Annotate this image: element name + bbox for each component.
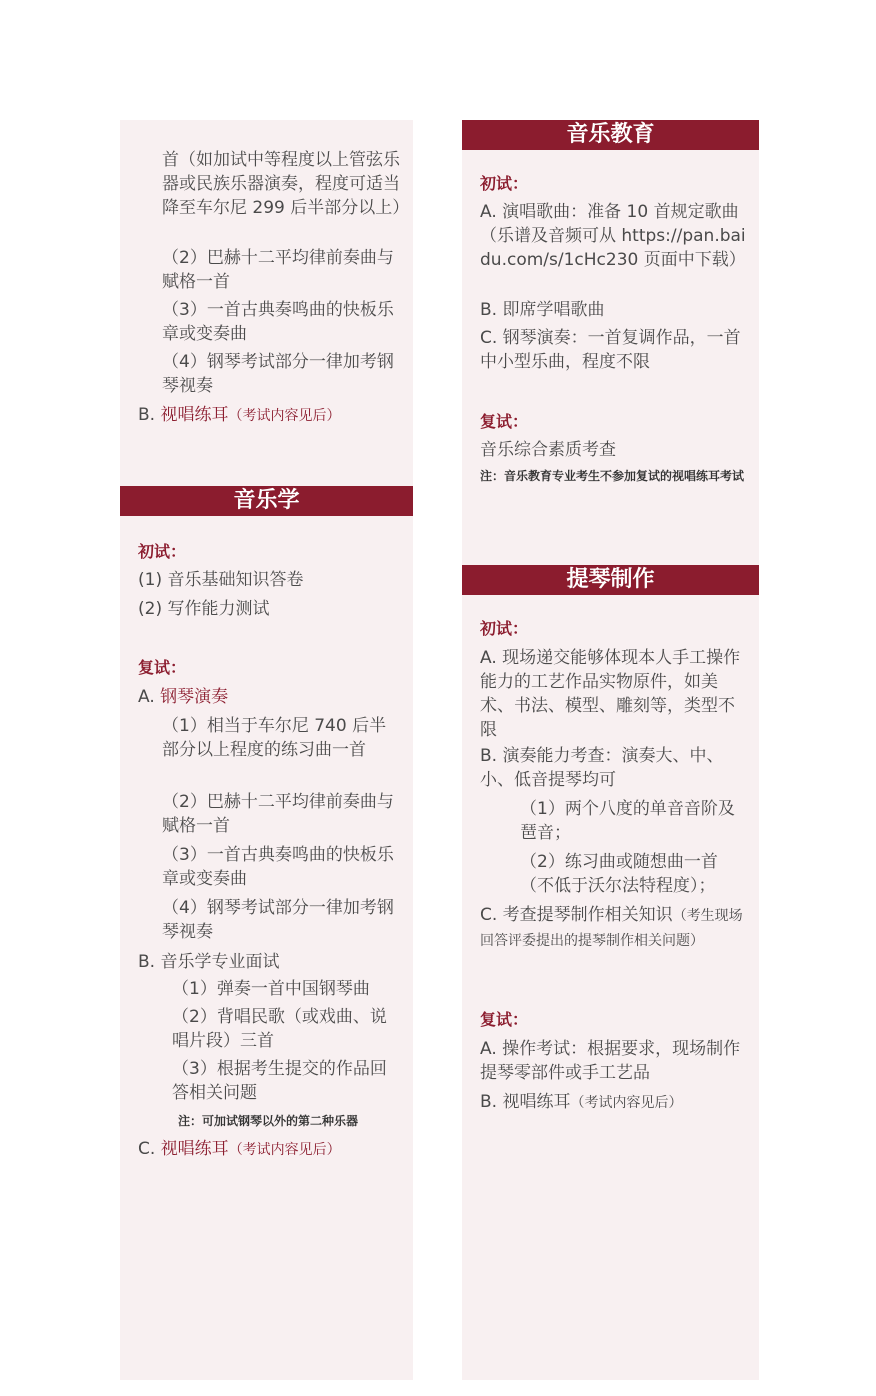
s1-prelim-heading: 初试： [480,174,529,193]
interview-item-2: （2）背唱民歌（或戏曲、说唱片段）三首 [172,1007,387,1051]
s2-b-sub-2: （2）练习曲或随想曲一首（不低于沃尔法特程度）； [520,852,718,896]
s2-item-a: A. 现场递交能够体现本人手工操作能力的工艺作品实物原件，如美术、书法、模型、雕刻等，类型不限 [480,648,741,740]
s1-item-b: B. 即席学唱歌曲 [480,300,605,320]
s2-prelim-heading: 初试： [480,619,529,638]
section-title-violin-making: 提琴制作 [462,565,759,595]
piano-item-1: （1）相当于车尔尼 740 后半部分以上程度的练习曲一首 [162,716,387,760]
piano-item-3: （3）一首古典奏鸣曲的快板乐章或变奏曲 [162,845,394,889]
item-label: 钢琴演奏 [160,687,229,707]
continued-item-4: （4）钢琴考试部分一律加考钢琴视奏 [162,352,394,396]
right-column [462,120,759,1380]
item-label: 视唱练耳 [160,405,229,425]
item-prefix: C. [138,1139,156,1159]
section-title-musicology: 音乐学 [120,486,413,516]
item-note: （考生现场回答评委提出的提琴制作相关问题） [480,908,743,949]
continued-item-b [138,403,403,428]
s1-retest-text: 音乐综合素质考查 [480,440,616,460]
continued-item-2: （2）巴赫十二平均律前奏曲与赋格一首 [162,248,394,292]
interview-note: 注：可加试钢琴以外的第二种乐器 [178,1114,359,1128]
prelim-item-1: (1) 音乐基础知识答卷 [138,570,304,590]
s1-retest-heading: 复试： [480,412,529,431]
s2-retest-heading: 复试： [480,1010,529,1029]
retest-item-a [138,685,403,709]
piano-item-4: （4）钢琴考试部分一律加考钢琴视奏 [162,898,394,942]
s1-item-c: C. 钢琴演奏：一首复调作品，一首中小型乐曲，程度不限 [480,328,741,372]
s2-item-c [480,903,749,953]
continued-intro: 首（如加试中等程度以上管弦乐器或民族乐器演奏，程度可适当降至车尔尼 299 后半部分以上） [162,150,410,218]
left-column [120,120,413,1380]
retest-heading: 复试： [138,658,187,677]
prelim-item-2: (2) 写作能力测试 [138,599,270,619]
interview-item-1: （1）弹奏一首中国钢琴曲 [172,979,370,999]
retest-item-b: B. 音乐学专业面试 [138,952,280,972]
piano-item-2: （2）巴赫十二平均律前奏曲与赋格一首 [162,792,394,836]
item-label: 视唱练耳 [160,1139,229,1159]
s1-note: 注：音乐教育专业考生不参加复试的视唱练耳考试 [480,469,745,483]
item-prefix: B. [138,405,156,425]
interview-item-3: （3）根据考生提交的作品回答相关问题 [172,1059,387,1103]
s2-b-sub-1: （1）两个八度的单音音阶及琶音； [520,799,735,843]
s2-retest-a: A. 操作考试：根据要求，现场制作提琴零部件或手工艺品 [480,1039,741,1083]
item-note: （考试内容见后） [228,1142,341,1158]
s1-item-a: A. 演唱歌曲：准备 10 首规定歌曲（乐谱及音频可从 https://pan.baidu.com/s/1cHc230 页面中下载） [480,202,746,270]
continued-item-3: （3）一首古典奏鸣曲的快板乐章或变奏曲 [162,300,394,344]
item-prefix: A. [138,687,155,707]
prelim-heading: 初试： [138,542,187,561]
s2-item-b: B. 演奏能力考查：演奏大、中、小、低音提琴均可 [480,746,724,790]
section-title-music-education: 音乐教育 [462,120,759,150]
s2-retest-b [480,1090,749,1115]
item-note: （考试内容见后） [570,1095,683,1111]
item-note: （考试内容见后） [228,408,341,424]
retest-item-c [138,1137,403,1162]
item-label: B. 视唱练耳 [480,1092,571,1112]
item-text: C. 考查提琴制作相关知识 [480,905,673,925]
